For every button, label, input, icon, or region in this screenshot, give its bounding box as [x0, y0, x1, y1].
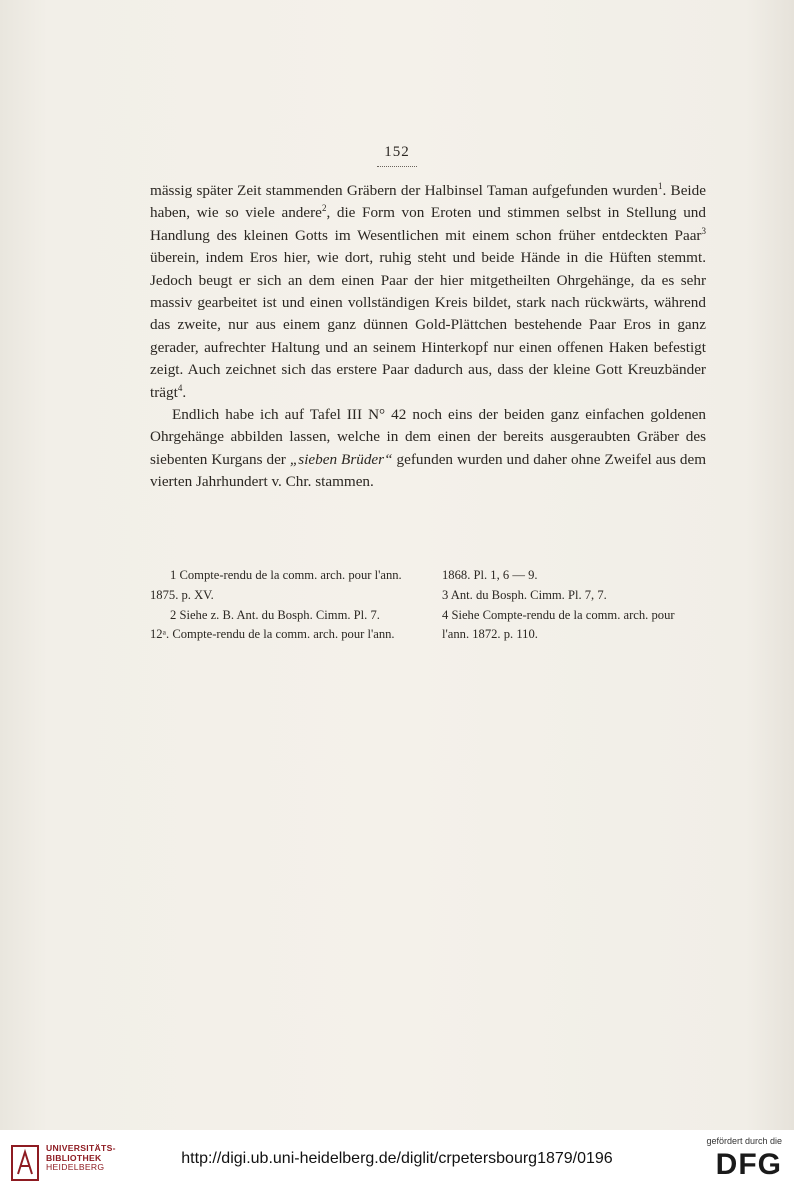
- body-text: [150, 180, 706, 494]
- footnote-reference: 2: [321, 203, 327, 214]
- footnote-2-cont: 12ᵃ. Compte-rendu de la comm. arch. pour l'ann.: [150, 627, 395, 642]
- text-run: gefunden wurden und daher ohne Zweifel aus dem vierten Jahrhundert v. Chr. stammen.: [150, 450, 707, 491]
- page-number-underline: [377, 162, 417, 167]
- footnote-reference: 4: [177, 382, 183, 393]
- footnote-3: 3 Ant. du Bosph. Cimm. Pl. 7, 7.: [442, 587, 607, 602]
- text-run: mässig später Zeit stammenden Gräbern der Halbinsel Taman aufgefunden wurden: [150, 182, 658, 199]
- footnote-4-start: 4 Siehe Compte-rendu de la comm. arch. pour: [442, 607, 675, 622]
- dfg-logo: DFG: [715, 1148, 782, 1181]
- text-run: Endlich habe ich auf Tafel III N° 42 noch eins der beiden ganz einfachen goldenen Ohrgehänge abbilden lassen, welche in dem einen der bereits ausgeraubten Gräber des siebenten Kurgans der: [150, 406, 706, 468]
- paragraph: [150, 404, 706, 494]
- footnote-row: [150, 566, 706, 586]
- text-run: . Beide haben, wie so viele andere: [150, 182, 706, 222]
- text-run: , die Form von Eroten und stimmen selbst in Stellung und Handlung des kleinen Gotts im Wesentlichen mit einem schon früher entdeckten Paar: [150, 204, 706, 244]
- footnote-reference: 3: [701, 225, 706, 236]
- library-name-line: BIBLIOTHEK: [46, 1152, 102, 1163]
- library-name-line: HEIDELBERG: [46, 1162, 105, 1173]
- text-run: .: [182, 383, 187, 401]
- paragraph: [150, 180, 706, 404]
- footnote-1-start: 1 Compte-rendu de la comm. arch. pour l'ann.: [170, 568, 402, 582]
- dfg-funding: [692, 1136, 782, 1182]
- footnote-reference: 1: [657, 180, 663, 191]
- footnote-1-cont: 1868. Pl. 1, 6 — 9.: [442, 568, 538, 582]
- footnote-2: 2 Siehe z. B. Ant. du Bosph. Cimm. Pl. 7.: [170, 607, 380, 622]
- funding-tagline: gefördert durch die: [706, 1136, 782, 1146]
- permalink-url[interactable]: http://digi.ub.uni-heidelberg.de/diglit/crpetersbourg1879/0196: [181, 1150, 613, 1167]
- page-number: 152: [0, 144, 794, 167]
- footnotes: [150, 566, 706, 645]
- footnote-1-end: 1875. p. XV.: [150, 587, 214, 602]
- footnote-row: [150, 606, 706, 626]
- library-name-line: UNIVERSITÄTS-: [46, 1143, 116, 1153]
- viewer-footer: [0, 1130, 794, 1195]
- italic-title: „sieben Brüder“: [289, 450, 393, 468]
- footnote-row: [150, 586, 706, 606]
- text-run: überein, indem Eros hier, wie dort, ruhig steht und beide Hände in die Hüften stemmt. Jedoch beugt er sich an dem einen Paar der hier mitgetheilten Ohrgehänge, da es sehr massiv gearbeitet ist und einen vollständigen Kreis bildet, stark nach rückwärts, während das zweite, nur aus einem ganz dünnen Gold-Plättchen bestehende Paar Eros in ganz gerader, aufrechter Haltung und an seinem Hinterkopf nur einen offenen Haken befestigt zeigt. Auch zeichnet sich das erstere Paar dadurch aus, dass der kleine Gott Kreuzbänder trägt: [150, 249, 706, 401]
- footnote-4-end: l'ann. 1872. p. 110.: [442, 627, 538, 642]
- footnote-row: [150, 625, 706, 645]
